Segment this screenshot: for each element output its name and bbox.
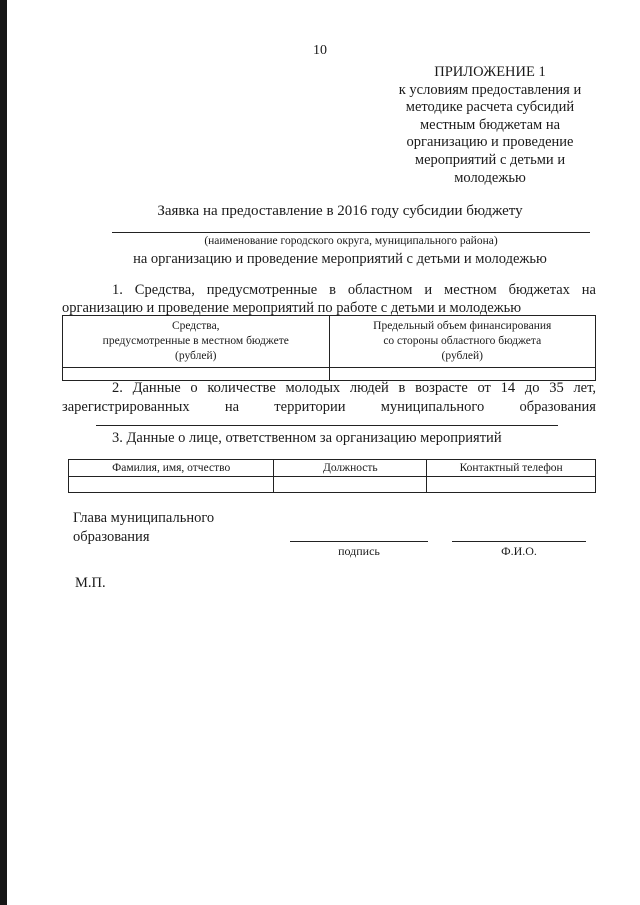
full-name-header: Фамилия, имя, отчество bbox=[69, 460, 274, 477]
responsible-person-table bbox=[68, 459, 596, 493]
section1-line1: 1. Средства, предусмотренные в областном и местном бюджетах на bbox=[112, 282, 596, 298]
section2-line2: зарегистрированных на территории муниципального образования bbox=[62, 399, 596, 415]
section1-line2: организацию и проведение мероприятий по работе с детьми и молодежью bbox=[62, 300, 522, 316]
municipality-name-line bbox=[112, 232, 590, 233]
application-purpose: на организацию и проведение мероприятий с детьми и молодежью bbox=[133, 251, 547, 267]
appendix-line: к условиям предоставления и bbox=[398, 81, 582, 98]
page-number: 10 bbox=[313, 43, 327, 58]
signature-label: подпись bbox=[338, 544, 380, 558]
appendix-title: ПРИЛОЖЕНИЕ 1 bbox=[434, 64, 546, 80]
youth-count-line[interactable] bbox=[96, 425, 558, 426]
phone-cell[interactable] bbox=[427, 477, 596, 493]
municipality-name-caption: (наименование городского округа, муниципального района) bbox=[204, 235, 498, 247]
appendix-block bbox=[380, 64, 600, 187]
appendix-line: мероприятий с детьми и bbox=[414, 151, 566, 168]
scan-edge bbox=[0, 0, 7, 905]
position-header: Должность bbox=[274, 460, 427, 477]
appendix-line: организацию и проведение bbox=[406, 134, 574, 151]
appendix-line: молодежью bbox=[454, 169, 526, 186]
full-name-line[interactable] bbox=[452, 541, 586, 542]
full-name-label: Ф.И.О. bbox=[501, 544, 537, 558]
regional-budget-value-cell[interactable] bbox=[329, 368, 596, 381]
local-budget-header: Средства, предусмотренные в местном бюджете (рублей) bbox=[63, 316, 330, 368]
application-title: Заявка на предоставление в 2016 году субсидии бюджету bbox=[157, 203, 523, 219]
local-budget-value-cell[interactable] bbox=[63, 368, 330, 381]
section3-title: 3. Данные о лице, ответственном за организацию мероприятий bbox=[112, 430, 502, 446]
signature-line[interactable] bbox=[290, 541, 428, 542]
regional-budget-header: Предельный объем финансирования со стороны областного бюджета (рублей) bbox=[329, 316, 596, 368]
appendix-line: местным бюджетам на bbox=[419, 116, 561, 133]
appendix-line: методике расчета субсидий bbox=[405, 99, 575, 116]
budget-funds-table bbox=[62, 315, 596, 381]
position-cell[interactable] bbox=[274, 477, 427, 493]
section2-line1: 2. Данные о количестве молодых людей в возрасте от 14 до 35 лет, bbox=[112, 380, 596, 396]
head-of-municipality: Глава муниципального образования bbox=[73, 510, 215, 545]
phone-header: Контактный телефон bbox=[427, 460, 596, 477]
stamp-place: М.П. bbox=[75, 575, 106, 591]
full-name-cell[interactable] bbox=[69, 477, 274, 493]
